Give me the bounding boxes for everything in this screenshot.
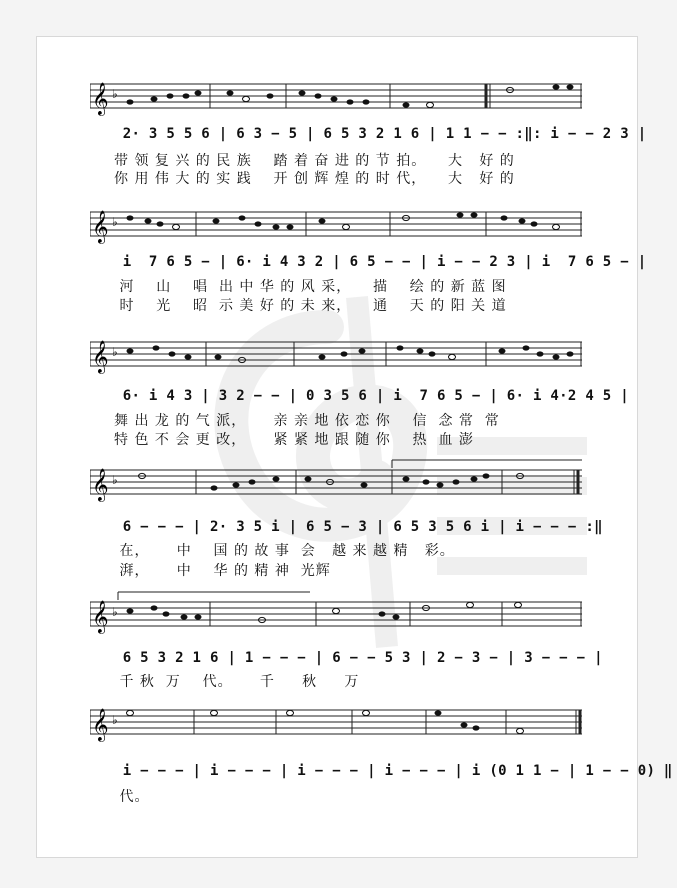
svg-text:♭: ♭ <box>112 713 118 727</box>
staff-line-3 <box>90 336 590 378</box>
svg-text:𝄞: 𝄞 <box>92 82 109 115</box>
svg-text:♭: ♭ <box>112 345 118 359</box>
lyric-verse-1-line-4: 在， 中 国 的 故 事 会 越 来 越 精 彩。 <box>114 543 455 559</box>
numbered-notation-1: 2· 3 5 5 6 | 6 3 − 5 | 6 5 3 2 1 6 | 1 1 − − :‖: i − − 2 3 | <box>114 126 647 142</box>
svg-text:𝄞: 𝄞 <box>92 708 109 741</box>
numbered-notation-2: i 7 6 5 − | 6· i 4 3 2 | 6 5 − − | i − − 2 3 | i 7 6 5 − | <box>114 254 647 270</box>
lyric-verse-1-line-1: 带 领 复 兴 的 民 族 踏 着 奋 进 的 节 拍。 大 好 的 <box>114 153 515 169</box>
numbered-notation-6: i − − − | i − − − | i − − − | i − − − | i (0 1 1 − | 1 − − 0) ‖ <box>114 763 673 779</box>
lyric-line-5: 千 秋 万 代。 千 秋 万 <box>114 674 360 690</box>
svg-text:♭: ♭ <box>112 215 118 229</box>
svg-text:𝄞: 𝄞 <box>92 468 109 501</box>
staff-line-6 <box>90 702 590 752</box>
lyric-verse-2-line-1: 你 用 伟 大 的 实 践 开 创 辉 煌 的 时 代， 大 好 的 <box>114 171 515 187</box>
svg-text:♭: ♭ <box>112 473 118 487</box>
lyric-verse-2-line-3: 特 色 不 会 更 改， 紧 紧 地 跟 随 你 热 血 澎 <box>114 432 474 448</box>
numbered-notation-3: 6· i 4 3 | 3 2 − − | 0 3 5 6 | i 7 6 5 − | 6· i 4·2 4 5 | <box>114 388 629 404</box>
svg-text:𝄞: 𝄞 <box>92 600 109 633</box>
staff-line-5 <box>90 588 590 638</box>
svg-text:♭: ♭ <box>112 87 118 101</box>
lyric-line-6: 代。 <box>114 789 150 805</box>
staff-line-4 <box>90 456 590 506</box>
lyric-verse-2-line-2: 时 光 昭 示 美 好 的 未 来， 通 天 的 阳 关 道 <box>114 298 507 314</box>
lyric-verse-1-line-3: 舞 出 龙 的 气 派， 亲 亲 地 依 恋 你 信 念 常 常 <box>114 413 500 429</box>
numbered-notation-5: 6 5 3 2 1 6 | 1 − − − | 6 − − 5 3 | 2 − 3 − | 3 − − − | <box>114 650 603 666</box>
svg-text:♭: ♭ <box>112 605 118 619</box>
lyric-verse-2-line-4: 湃， 中 华 的 精 神 光辉 <box>114 563 331 579</box>
staff-line-2 <box>90 206 590 248</box>
svg-text:𝄞: 𝄞 <box>92 210 109 243</box>
numbered-notation-4: 6 − − − | 2· 3 5 i | 6 5 − 3 | 6 5 3 5 6 i | i − − − :‖ <box>114 519 603 535</box>
svg-text:𝄞: 𝄞 <box>92 340 109 373</box>
staff-line-1 <box>90 78 590 120</box>
lyric-verse-1-line-2: 河 山 唱 出 中 华 的 风 采， 描 绘 的 新 蓝 图 <box>114 279 507 295</box>
